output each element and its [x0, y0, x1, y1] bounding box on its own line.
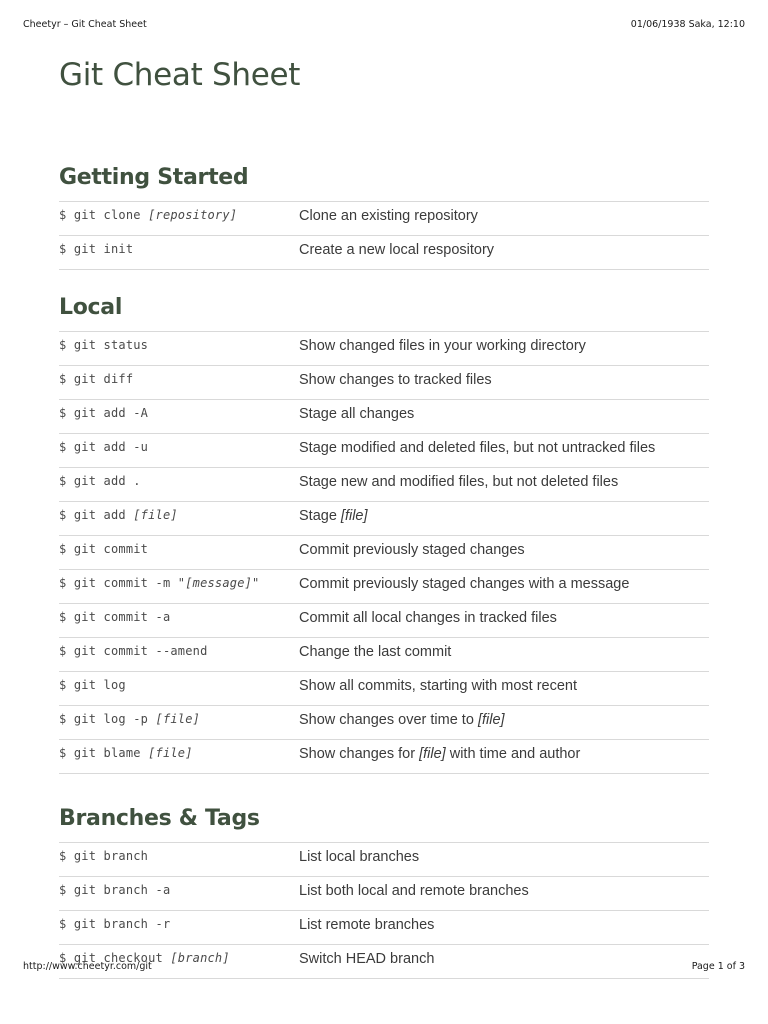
- print-header-title: Cheetyr – Git Cheat Sheet: [23, 19, 147, 30]
- command-cell: [59, 911, 299, 931]
- command-argument: [message]: [185, 576, 253, 590]
- section-title: Branches & Tags: [59, 806, 260, 831]
- command-row: [59, 202, 709, 236]
- section-title: Local: [59, 295, 123, 320]
- command-text: $ git add: [59, 508, 134, 522]
- description-text: Show changes over time to: [299, 712, 478, 728]
- description-cell: [299, 468, 618, 490]
- command-cell: [59, 434, 299, 454]
- command-row: [59, 877, 709, 911]
- description-cell: [299, 843, 419, 865]
- command-text: $ git blame: [59, 746, 149, 760]
- command-argument: [file]: [148, 746, 193, 760]
- command-cell: [59, 672, 299, 692]
- command-row: [59, 706, 709, 740]
- print-footer-url: http://www.cheetyr.com/git: [23, 961, 152, 972]
- command-cell: [59, 400, 299, 420]
- command-row: [59, 536, 709, 570]
- command-cell: [59, 740, 299, 760]
- description-cell: [299, 877, 529, 899]
- command-text: $ git status: [59, 338, 149, 352]
- description-text: Show all commits, starting with most recent: [299, 678, 578, 694]
- command-cell: [59, 706, 299, 726]
- command-text: $ git commit: [59, 542, 149, 556]
- command-row: [59, 400, 709, 434]
- description-text: List both local and remote branches: [299, 883, 529, 899]
- command-text: $ git branch -a: [59, 883, 171, 897]
- command-row: [59, 740, 709, 774]
- command-cell: [59, 604, 299, 624]
- command-row: [59, 638, 709, 672]
- page-title: Git Cheat Sheet: [59, 57, 301, 93]
- section-getting-started: [59, 163, 709, 270]
- command-argument: [file]: [155, 712, 201, 726]
- command-row: [59, 570, 709, 604]
- command-text: $ git checkout: [59, 951, 171, 965]
- description-cell: [299, 604, 557, 626]
- cheat-sheet-content: [59, 54, 709, 967]
- description-text: Stage modified and deleted files, but not untracked files: [299, 440, 656, 456]
- command-cell: [59, 536, 299, 556]
- command-row: [59, 366, 709, 400]
- description-cell: [299, 536, 525, 558]
- command-text: $ git branch: [59, 849, 149, 863]
- description-text: Stage: [299, 508, 341, 524]
- command-text: $ git clone: [59, 208, 149, 222]
- description-argument: [file]: [419, 746, 446, 762]
- description-cell: [299, 638, 451, 660]
- command-text: $ git diff: [59, 372, 134, 386]
- description-text: Change the last commit: [299, 644, 452, 660]
- section-local: [59, 293, 709, 774]
- command-row: [59, 468, 709, 502]
- description-argument: [file]: [477, 712, 505, 728]
- command-argument: [file]: [133, 508, 178, 522]
- command-row: [59, 843, 709, 877]
- command-cell: [59, 366, 299, 386]
- section-title: Getting Started: [59, 165, 249, 190]
- print-footer: [23, 961, 745, 972]
- command-text: $ git branch -r: [59, 917, 171, 931]
- command-cell: [59, 332, 299, 352]
- print-footer-page-number: Page 1 of 3: [691, 961, 745, 972]
- description-cell: [299, 740, 580, 762]
- description-text: List remote branches: [299, 917, 435, 933]
- command-text: $ git add -A: [59, 406, 149, 420]
- command-cell: [59, 468, 299, 488]
- command-row: [59, 502, 709, 536]
- command-row: [59, 604, 709, 638]
- command-row: [59, 236, 709, 270]
- command-text: $ git commit -a: [59, 610, 171, 624]
- description-cell: [299, 434, 655, 456]
- command-cell: [59, 843, 299, 863]
- command-row: [59, 911, 709, 945]
- description-text: Show changes to tracked files: [299, 372, 492, 388]
- command-text: $ git commit -m ": [59, 576, 186, 590]
- description-text: Commit previously staged changes: [299, 542, 525, 558]
- command-cell: [59, 638, 299, 658]
- description-text: Stage new and modified files, but not deleted files: [299, 474, 619, 490]
- print-header: [23, 19, 745, 30]
- command-text: $ git add .: [59, 474, 141, 488]
- command-argument: [branch]: [170, 951, 230, 965]
- description-text: Clone an existing repository: [299, 208, 478, 224]
- command-text: $ git init: [59, 242, 134, 256]
- description-text: List local branches: [299, 849, 420, 865]
- description-text: Commit previously staged changes with a message: [299, 576, 630, 592]
- command-cell: [59, 570, 299, 590]
- description-cell: [299, 911, 434, 933]
- command-cell: [59, 877, 299, 897]
- section-branches-tags: [59, 804, 709, 979]
- description-argument: [file]: [340, 508, 368, 524]
- command-cell: [59, 202, 299, 222]
- command-argument: [repository]: [148, 208, 238, 222]
- description-tail: with time and author: [445, 746, 581, 762]
- description-text: Show changes for: [299, 746, 420, 762]
- command-text: $ git add -u: [59, 440, 149, 454]
- description-cell: [299, 706, 505, 728]
- description-cell: [299, 332, 586, 354]
- description-cell: [299, 672, 577, 694]
- command-row: [59, 672, 709, 706]
- command-text: $ git log -p: [59, 712, 156, 726]
- command-tail: ": [252, 576, 260, 590]
- command-row: [59, 332, 709, 366]
- description-cell: [299, 236, 494, 258]
- description-text: Commit all local changes in tracked files: [299, 610, 557, 626]
- description-text: Show changed files in your working directory: [299, 338, 586, 354]
- print-header-datetime: 01/06/1938 Saka, 12:10: [630, 19, 745, 30]
- description-cell: [299, 366, 492, 388]
- command-table: [59, 331, 709, 774]
- description-text: Stage all changes: [299, 406, 415, 422]
- description-cell: [299, 400, 414, 422]
- description-cell: [299, 502, 368, 524]
- command-text: $ git commit --amend: [59, 644, 208, 658]
- command-cell: [59, 236, 299, 256]
- description-cell: [299, 570, 629, 592]
- description-text: Create a new local respository: [299, 242, 495, 258]
- description-text: Switch HEAD branch: [299, 951, 435, 967]
- command-text: $ git log: [59, 678, 126, 692]
- command-row: [59, 434, 709, 468]
- command-table: [59, 842, 709, 979]
- command-cell: [59, 502, 299, 522]
- command-table: [59, 201, 709, 270]
- description-cell: [299, 202, 478, 224]
